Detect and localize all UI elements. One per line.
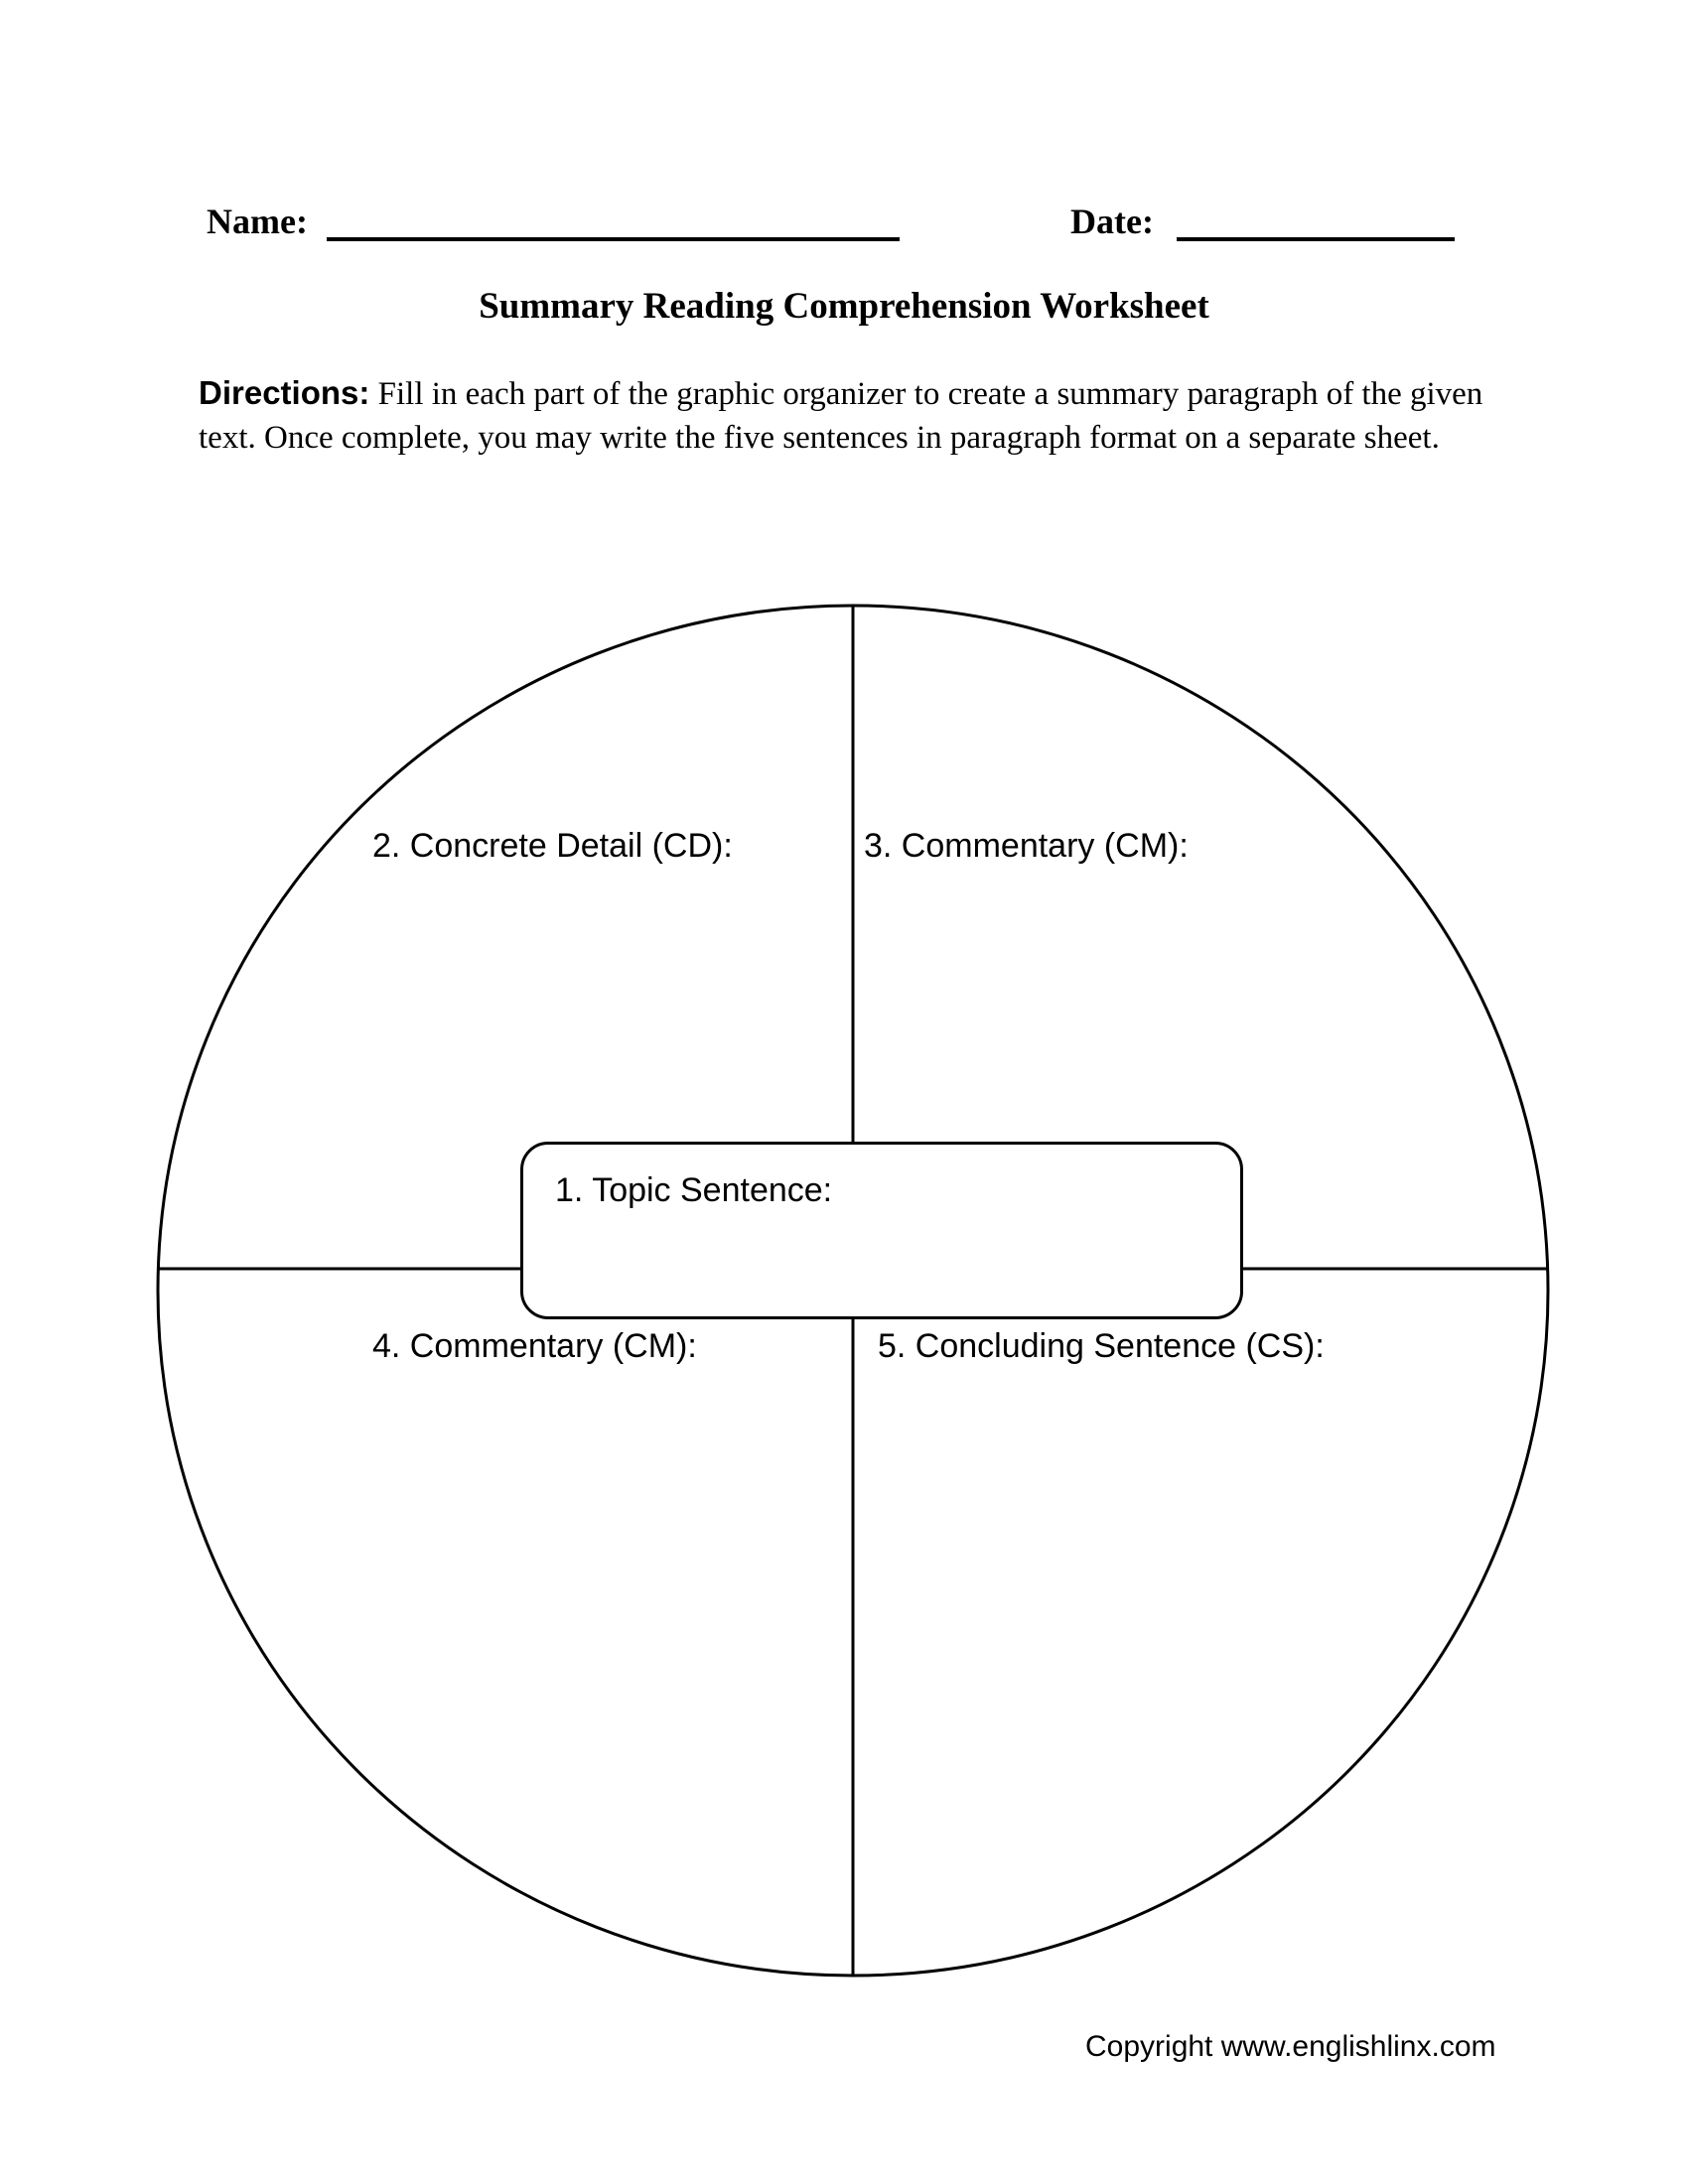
name-label: Name:: [207, 202, 308, 241]
quadrant-label-concrete-detail: 2. Concrete Detail (CD):: [372, 827, 733, 865]
topic-sentence-label: 1. Topic Sentence:: [555, 1171, 833, 1209]
page-title: Summary Reading Comprehension Worksheet: [479, 286, 1209, 327]
copyright-text: Copyright www.englishlinx.com: [1085, 2030, 1496, 2063]
directions-label: Directions:: [199, 374, 370, 411]
quadrant-label-commentary-top: 3. Commentary (CM):: [864, 827, 1189, 865]
quadrant-label-commentary-bottom: 4. Commentary (CM):: [372, 1327, 697, 1365]
quadrant-label-concluding-sentence: 5. Concluding Sentence (CS):: [878, 1327, 1325, 1365]
topic-sentence-box[interactable]: [520, 1142, 1243, 1319]
directions-text: Fill in each part of the graphic organizer to create a summary paragraph of the given text. Once complete, you may write the five sentences in paragraph format on a separate sheet.: [199, 376, 1483, 456]
date-label: Date:: [1070, 202, 1154, 241]
